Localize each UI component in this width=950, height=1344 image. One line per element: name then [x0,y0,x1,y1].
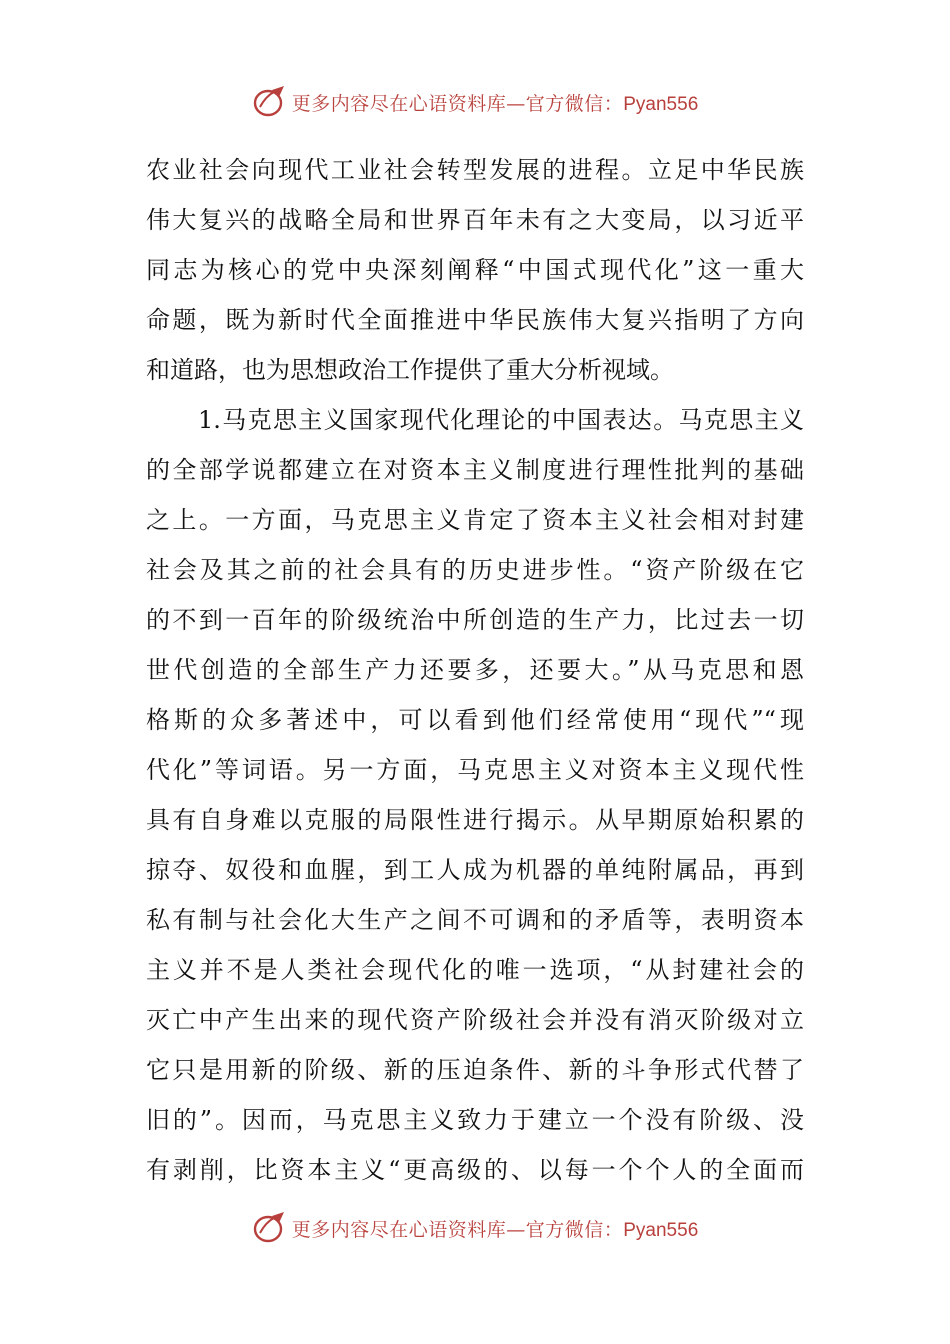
text-line: 私有制与社会化大生产之间不可调和的矛盾等，表明资本 [146,906,804,934]
text-line: 世代创造的全部生产力还要多，还要大。”从马克思和恩 [146,656,804,684]
text-line: 灭亡中产生出来的现代资产阶级社会并没有消灭阶级对立 [146,1006,804,1034]
footer-banner [0,1208,950,1248]
text-line: 格斯的众多著述中，可以看到他们经常使用“现代”“现 [146,706,804,734]
banner-slogan: 更多内容尽在心语资料库—官方微信： [291,92,624,115]
paragraph-2 [146,395,804,1195]
text-line: 伟大复兴的战略全局和世界百年未有之大变局，以习近平 [146,206,804,234]
pen-circle-logo-icon [252,1210,288,1246]
paragraph-1 [146,145,804,395]
text-line: 有剥削，比资本主义“更高级的、以每一个个人的全面而 [146,1156,804,1184]
banner-text [292,89,699,116]
text-line: 具有自身难以克服的局限性进行揭示。从早期原始积累的 [146,806,804,834]
banner-wechat-handle: Pyan556 [623,1219,699,1241]
document-body [146,145,804,1195]
text-line: 它只是用新的阶级、新的压迫条件、新的斗争形式代替了 [146,1056,804,1084]
text-line: 农业社会向现代工业社会转型发展的进程。立足中华民族 [146,156,804,184]
text-line: 之上。一方面，马克思主义肯定了资本主义社会相对封建 [146,506,804,534]
banner-slogan: 更多内容尽在心语资料库—官方微信： [291,1218,624,1241]
banner-text [292,1215,699,1242]
text-line: 主义并不是人类社会现代化的唯一选项，“从封建社会的 [146,956,804,984]
text-line: 社会及其之前的社会具有的历史进步性。“资产阶级在它 [146,556,804,584]
text-line: 旧的”。因而，马克思主义致力于建立一个没有阶级、没 [146,1106,804,1134]
text-line: 代化”等词语。另一方面，马克思主义对资本主义现代性 [146,756,804,784]
text-line: 的不到一百年的阶级统治中所创造的生产力，比过去一切 [146,606,804,634]
text-line: 命题，既为新时代全面推进中华民族伟大复兴指明了方向 [146,306,804,334]
text-line: 和道路，也为思想政治工作提供了重大分析视域。 [146,356,674,384]
text-line: 1.马克思主义国家现代化理论的中国表达。马克思主义 [198,406,804,434]
text-line: 掠夺、奴役和血腥，到工人成为机器的单纯附属品，再到 [146,856,804,884]
banner-wechat-handle: Pyan556 [623,93,699,115]
text-line: 同志为核心的党中央深刻阐释“中国式现代化”这一重大 [146,256,804,284]
text-line: 的全部学说都建立在对资本主义制度进行理性批判的基础 [146,456,804,484]
pen-circle-logo-icon [252,84,288,120]
header-banner [0,82,950,122]
